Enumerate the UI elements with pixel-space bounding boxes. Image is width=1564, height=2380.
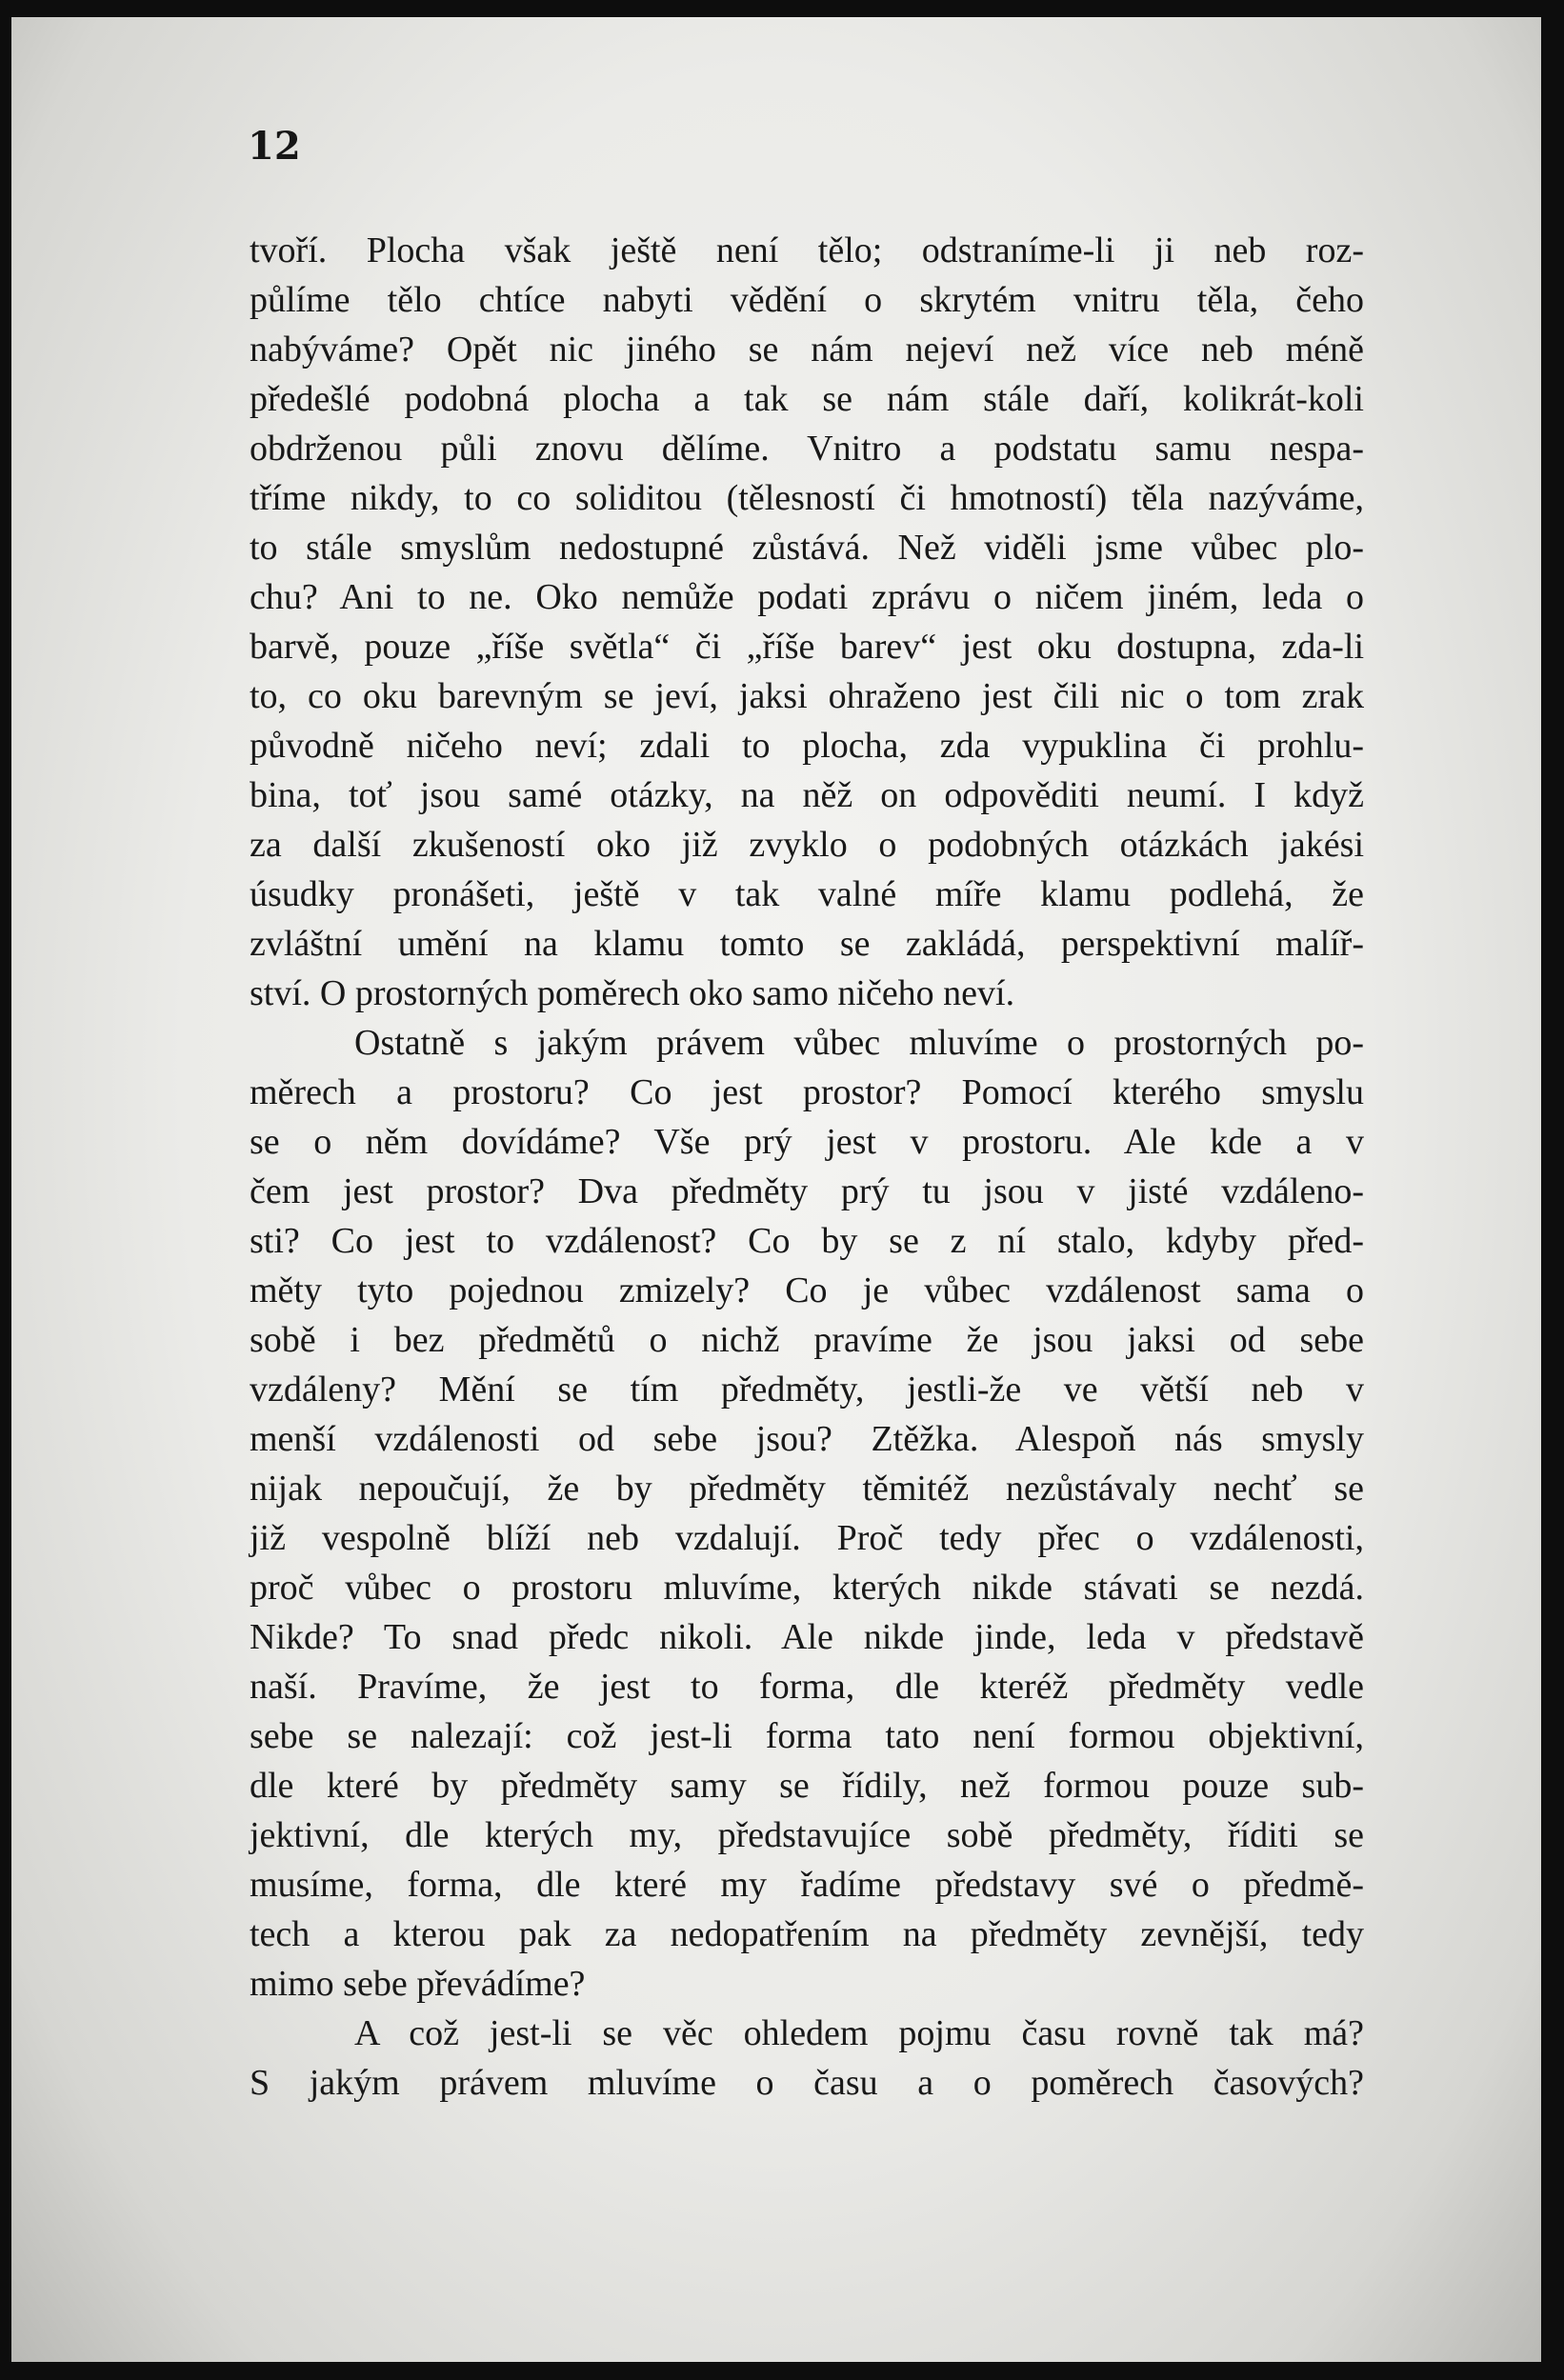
text-line: úsudky pronášeti, ještě v tak valné míře klamu podlehá, že (250, 874, 1364, 914)
text-line: ství. O prostorných poměrech oko samo ničeho neví. (250, 973, 1015, 1013)
text-line: čem jest prostor? Dva předměty prý tu jsou v jisté vzdáleno- (250, 1171, 1364, 1211)
text-line: proč vůbec o prostoru mluvíme, kterých nikde stávati se nezdá. (250, 1568, 1364, 1608)
text-line: měrech a prostoru? Co jest prostor? Pomocí kterého smyslu (250, 1072, 1364, 1112)
text-line: to stále smyslům nedostupné zůstává. Než viděli jsme vůbec plo- (250, 528, 1364, 568)
text-line: to, co oku barevným se jeví, jaksi ohraženo jest čili nic o tom zrak (250, 676, 1364, 716)
text-line: tříme nikdy, to co soliditou (tělesností či hmotností) těla nazýváme, (250, 478, 1364, 518)
text-line: jektivní, dle kterých my, představujíce sobě předměty, říditi se (250, 1815, 1364, 1855)
text-line: již vespolně blíží neb vzdalují. Proč tedy přec o vzdálenosti, (250, 1518, 1364, 1558)
text-line: A což jest-li se věc ohledem pojmu času rovně tak má? (354, 2013, 1364, 2053)
book-page (11, 17, 1541, 2362)
text-line: chu? Ani to ne. Oko nemůže podati zprávu o ničem jiném, leda o (250, 577, 1364, 617)
text-line: předešlé podobná plocha a tak se nám stále daří, kolikrát-koli (250, 379, 1364, 419)
text-line: vzdáleny? Mění se tím předměty, jestli-že ve větší neb v (250, 1370, 1364, 1410)
text-line: se o něm dovídáme? Vše prý jest v prostoru. Ale kde a v (250, 1122, 1364, 1162)
text-line: sti? Co jest to vzdálenost? Co by se z ní stalo, kdyby před- (250, 1221, 1364, 1261)
text-line: naší. Pravíme, že jest to forma, dle kteréž předměty vedle (250, 1667, 1364, 1707)
text-line: S jakým právem mluvíme o času a o poměrech časových? (250, 2063, 1364, 2103)
text-line: nijak nepoučují, že by předměty těmitéž nezůstávaly nechť se (250, 1469, 1364, 1509)
text-line: bina, toť jsou samé otázky, na něž on odpověditi neumí. I když (250, 775, 1364, 815)
text-line: Ostatně s jakým právem vůbec mluvíme o prostorných po- (354, 1023, 1364, 1063)
text-line: půlíme tělo chtíce nabyti vědění o skrytém vnitru těla, čeho (250, 280, 1364, 320)
text-line: dle které by předměty samy se řídily, než formou pouze sub- (250, 1766, 1364, 1806)
text-line: mimo sebe převádíme? (250, 1964, 586, 2004)
text-line: barvě, pouze „říše světla“ či „říše barev“ jest oku dostupna, zda-li (250, 627, 1364, 667)
text-line: za další zkušeností oko již zvyklo o podobných otázkách jakési (250, 825, 1364, 865)
text-line: měty tyto pojednou zmizely? Co je vůbec vzdálenost sama o (250, 1270, 1364, 1310)
text-line: musíme, forma, dle které my řadíme představy své o předmě- (250, 1865, 1364, 1905)
text-line: tvoří. Plocha však ještě není tělo; odstraníme-li ji neb roz- (250, 230, 1364, 270)
text-line: nabýváme? Opět nic jiného se nám nejeví než více neb méně (250, 330, 1364, 370)
body-text (250, 226, 1364, 2108)
text-line: původně ničeho neví; zdali to plocha, zda vypuklina či prohlu- (250, 726, 1364, 766)
text-line: Nikde? To snad předc nikoli. Ale nikde jinde, leda v představě (250, 1617, 1364, 1657)
text-line: sebe se nalezají: což jest-li forma tato není formou objektivní, (250, 1716, 1364, 1756)
text-line: tech a kterou pak za nedopatřením na předměty zevnější, tedy (250, 1914, 1364, 1954)
page-number: 12 (248, 124, 301, 169)
text-line: zvláštní umění na klamu tomto se zakládá, perspektivní malíř- (250, 924, 1364, 964)
text-line: sobě i bez předmětů o nichž pravíme že jsou jaksi od sebe (250, 1320, 1364, 1360)
text-line: obdrženou půli znovu dělíme. Vnitro a podstatu samu nespa- (250, 429, 1364, 469)
text-line: menší vzdálenosti od sebe jsou? Ztěžka. Alespoň nás smysly (250, 1419, 1364, 1459)
